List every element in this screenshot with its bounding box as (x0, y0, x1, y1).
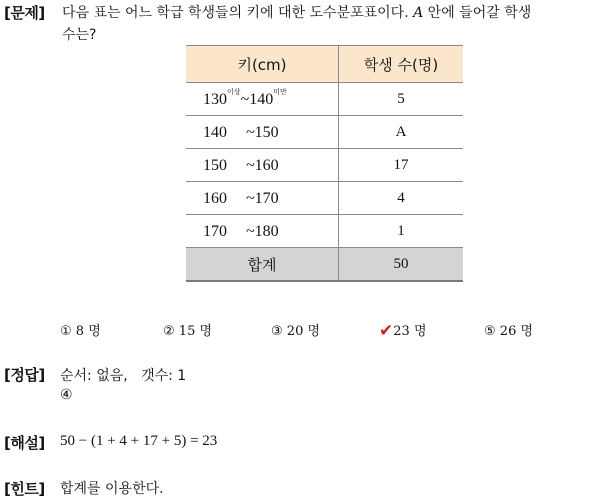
range-to: 140 (249, 90, 274, 108)
count-cell: 17 (339, 149, 464, 182)
hint-text: 합계를 이용한다. (60, 481, 164, 497)
total-value: 50 (339, 248, 464, 282)
choice-value: 8 (75, 324, 85, 339)
total-label: 합계 (186, 248, 339, 282)
range-to: 160 (254, 156, 279, 174)
solution-expression: 50 − (1 + 4 + 17 + 5) = 23 (60, 433, 218, 449)
table-row (186, 215, 463, 248)
choice-unit: 명 (307, 324, 321, 339)
problem-line-2: 수는? (62, 27, 97, 43)
range-from: 160 (203, 189, 227, 207)
choice-5[interactable] (484, 320, 533, 339)
range-to: 150 (254, 123, 279, 141)
range-tilde: ~ (240, 90, 250, 108)
table-header-row (186, 46, 463, 83)
range-tilde: ~ (246, 222, 255, 240)
choice-unit: 명 (88, 324, 101, 339)
hint-tag: [힌트] (4, 480, 45, 498)
problem-text-pre: 다음 표는 어느 학급 학생들의 키에 대한 도수분포표이다. (62, 5, 414, 21)
range-from: 150 (203, 156, 227, 174)
range-from-note: 이상 (227, 87, 241, 96)
table-row (186, 83, 463, 116)
count-cell: 5 (339, 83, 464, 116)
range-tilde: ~ (246, 189, 255, 207)
answer-line-2: ④ (60, 387, 73, 403)
problem-line-1 (62, 2, 531, 22)
table-row (186, 149, 463, 182)
count-cell: 4 (339, 182, 464, 215)
choice-unit: 명 (413, 324, 427, 339)
range-to: 170 (254, 189, 279, 207)
problem-tag: [문제] (4, 4, 45, 22)
frequency-table (186, 45, 463, 282)
choice-4[interactable] (379, 320, 427, 340)
choice-value: 26 (499, 324, 517, 339)
range-tilde: ~ (246, 123, 255, 141)
range-to-note: 미만 (273, 87, 287, 96)
choice-value: 15 (178, 324, 196, 339)
answer-line-1: 순서: 없음, 갯수: 1 (60, 368, 187, 384)
range-from: 140 (203, 123, 227, 141)
count-cell: A (339, 116, 464, 149)
choice-2[interactable] (163, 320, 212, 339)
table-row (186, 116, 463, 149)
table-total-row (186, 248, 463, 282)
choice-mark: ① (60, 324, 72, 339)
count-cell: 1 (339, 215, 464, 248)
choice-mark: ⑤ (484, 324, 496, 339)
problem-text-post: 안에 들어갈 학생 (423, 5, 532, 21)
range-from: 130 (203, 90, 227, 108)
answer-tag: [정답] (4, 366, 45, 384)
choice-unit: 명 (520, 324, 534, 339)
choice-3[interactable] (271, 320, 320, 339)
choice-value: 23 (393, 324, 410, 339)
range-tilde: ~ (246, 156, 255, 174)
choice-mark: ② (163, 324, 175, 339)
table-row (186, 182, 463, 215)
choice-unit: 명 (199, 324, 213, 339)
checkmark-icon: ✔ (379, 321, 394, 341)
header-height: 키(cm) (186, 46, 339, 83)
solution-tag: [해설] (4, 434, 45, 452)
choice-value: 20 (286, 324, 304, 339)
choice-1[interactable] (60, 320, 101, 339)
range-from: 170 (203, 222, 227, 240)
choice-mark: ③ (271, 324, 283, 339)
header-count: 학생 수(명) (339, 46, 464, 83)
problem-variable: A (413, 5, 424, 21)
range-to: 180 (254, 222, 279, 240)
